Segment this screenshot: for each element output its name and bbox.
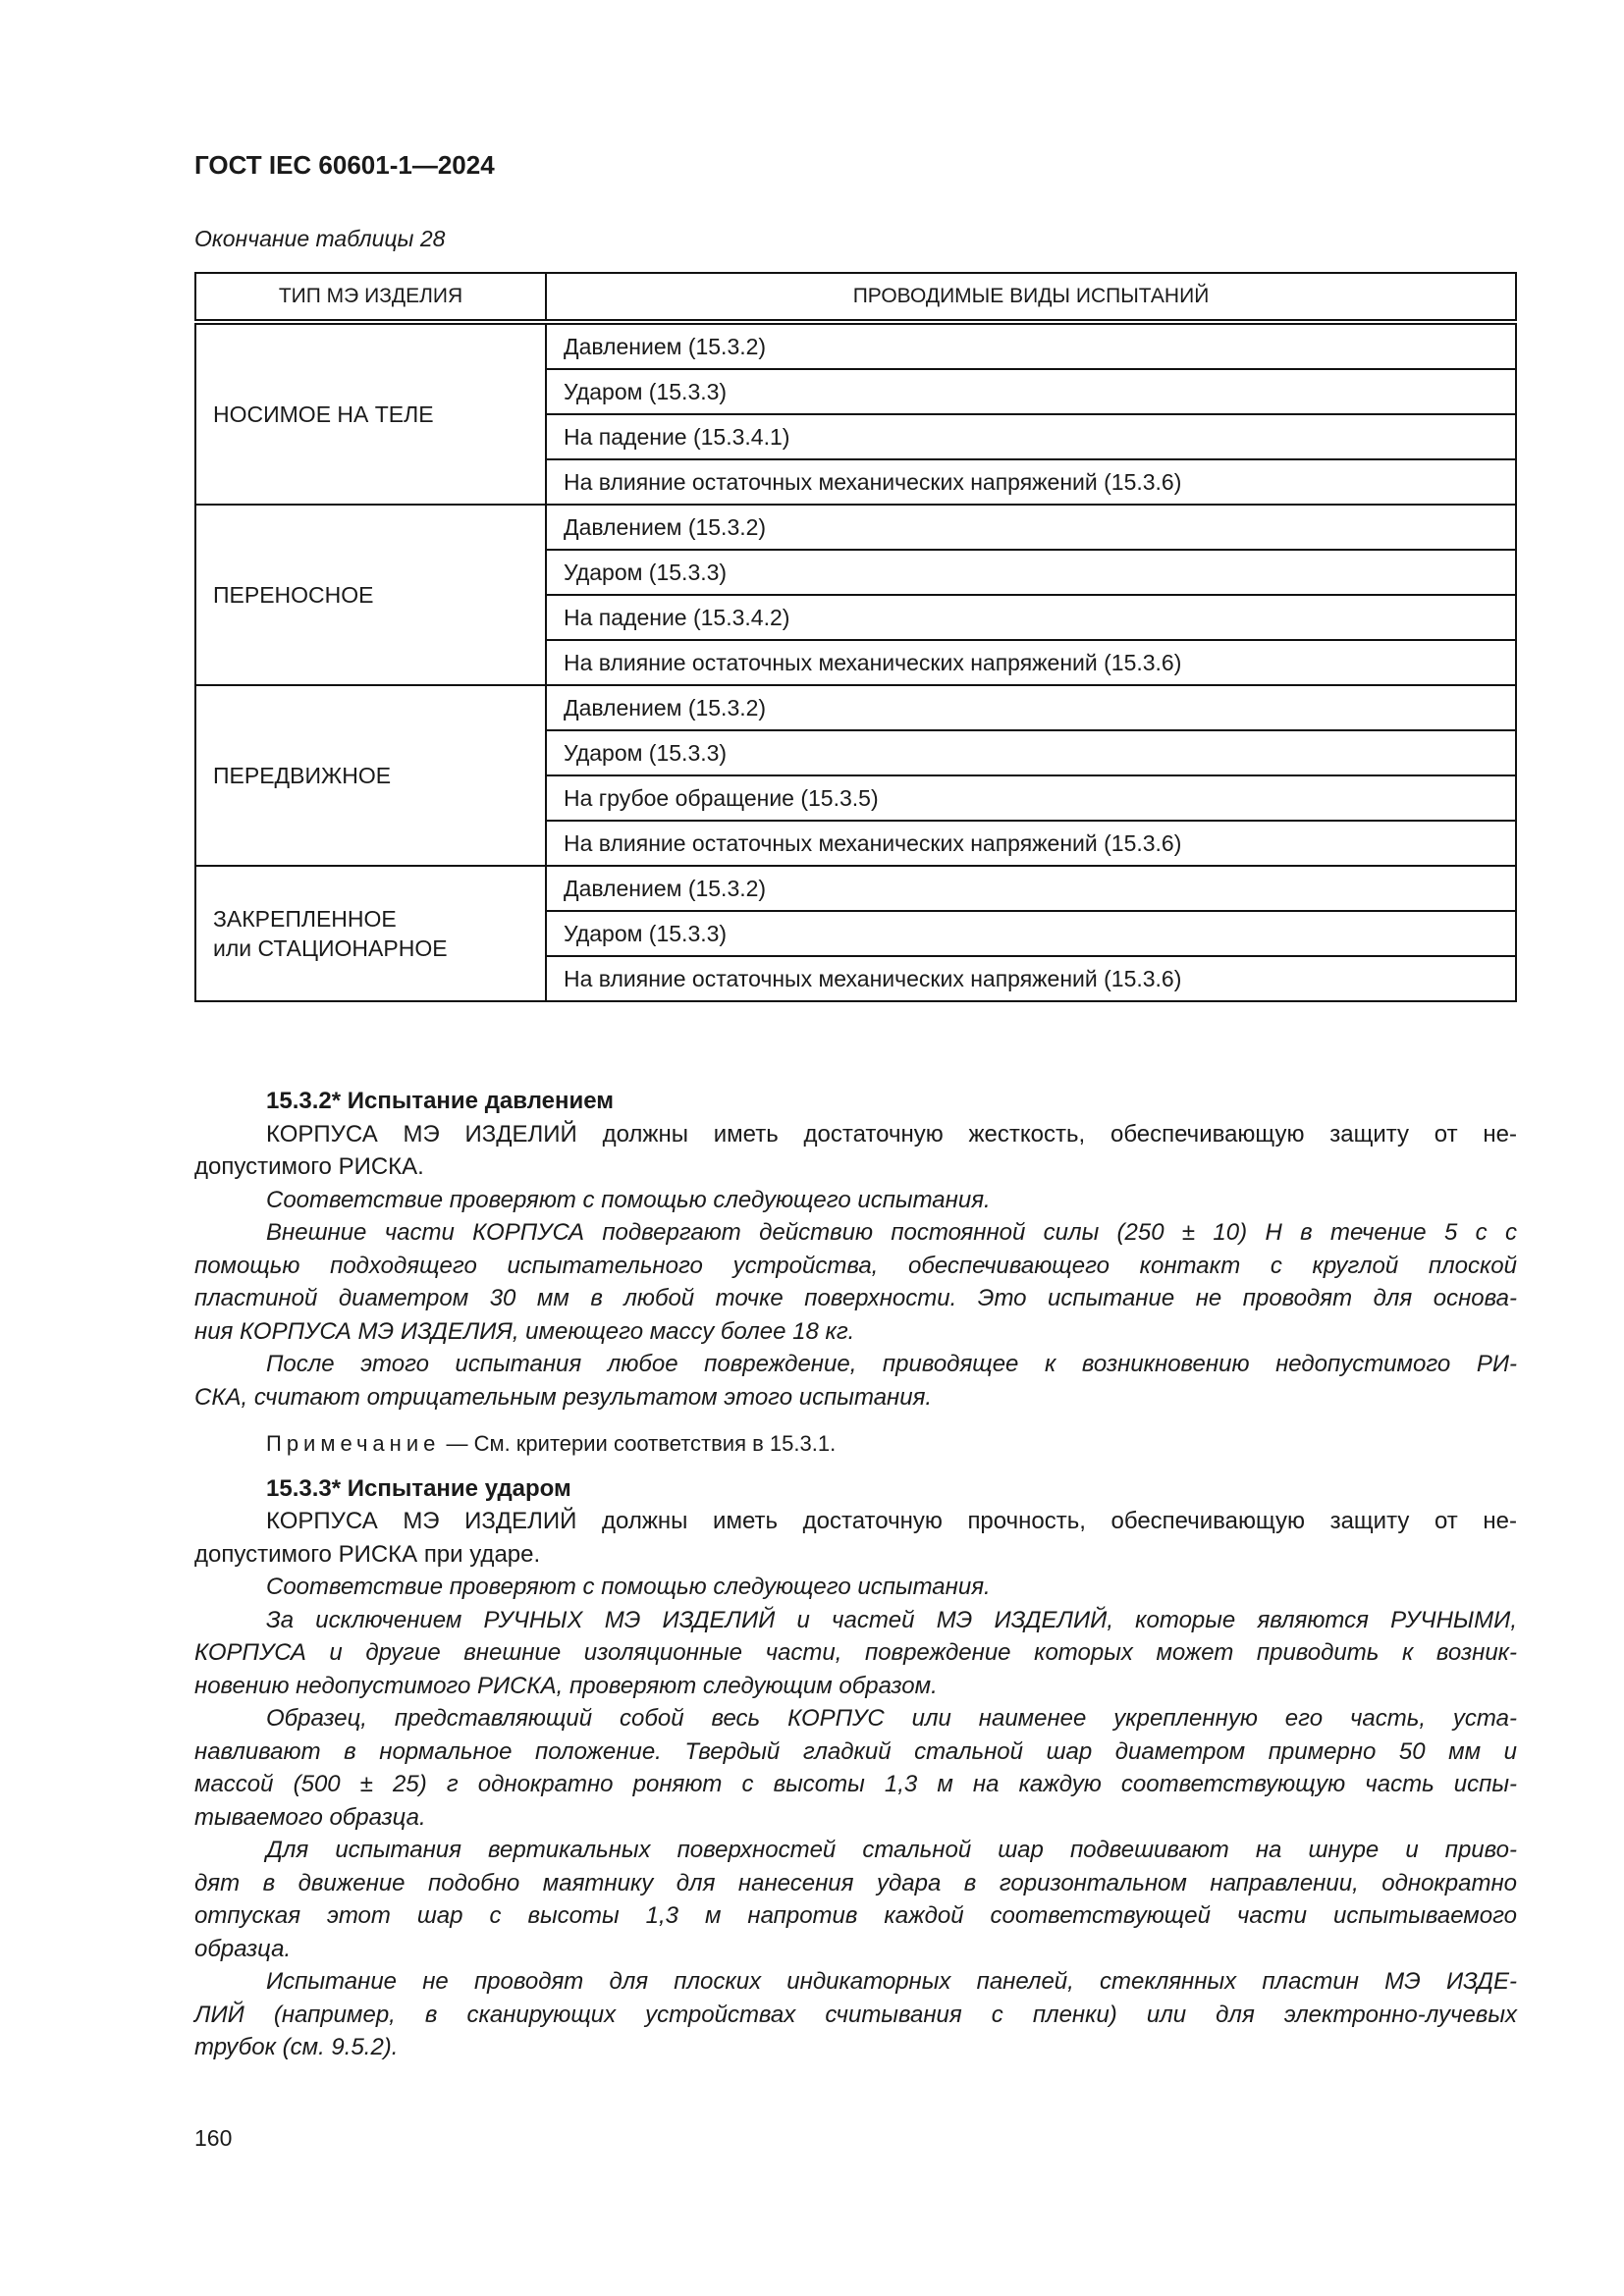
test-cell: На влияние остаточных механических напряжений (15.3.6) [546,956,1516,1001]
text-line: образца. [194,1935,292,1962]
test-cell: Ударом (15.3.3) [546,369,1516,414]
text-line: Образец, представляющий собой весь КОРПУС или наименее укрепленную его часть, уста- [266,1705,1517,1732]
table-row [195,322,1516,369]
paragraph [194,1118,1517,1184]
note [194,1427,1517,1461]
section-heading: 15.3.3* Испытание ударом [266,1474,571,1502]
text-line: КОРПУСА и другие внешние изоляционные части, повреждение которых может приводить к возник- [194,1639,1517,1666]
text-line: помощью подходящего испытательного устройства, обеспечивающего контакт с круглой плоской [194,1252,1517,1279]
device-type-cell: НОСИМОЕ НА ТЕЛЕ [195,322,546,505]
text-line: КОРПУСА МЭ ИЗДЕЛИЙ должны иметь достаточную жесткость, обеспечивающую защиту от не- [266,1120,1517,1148]
test-cell: Давлением (15.3.2) [546,866,1516,911]
section-heading: 15.3.2* Испытание давлением [266,1088,615,1114]
test-cell: Давлением (15.3.2) [546,505,1516,550]
text-line: Соответствие проверяют с помощью следующего испытания. [266,1186,991,1213]
test-cell: Ударом (15.3.3) [546,550,1516,595]
table-header-row [195,273,1516,322]
section [194,1085,1517,1461]
test-cell: На влияние остаточных механических напряжений (15.3.6) [546,640,1516,685]
table-row [195,866,1516,911]
table-caption: Окончание таблицы 28 [194,226,446,251]
text-line: СКА, считают отрицательным результатом этого испытания. [194,1383,933,1411]
test-cell: На влияние остаточных механических напряжений (15.3.6) [546,459,1516,505]
paragraph [194,1965,1517,2064]
paragraph [194,1505,1517,1571]
text-line: ЛИЙ (например, в сканирующих устройствах считывания с пленки) или для электронно-лучевых [194,2001,1517,2028]
device-type-cell: ПЕРЕДВИЖНОЕ [195,685,546,866]
test-cell: Ударом (15.3.3) [546,730,1516,775]
text-line: дят в движение подобно маятнику для нанесения удара в горизонтальном направлении, однократно [194,1869,1517,1896]
paragraph [194,1702,1517,1834]
text-line: Соответствие проверяют с помощью следующего испытания. [266,1574,991,1600]
text-line: отпуская этот шар с высоты 1,3 м напротив каждой соответствующей части испытываемого [194,1902,1517,1929]
column-header-type: ТИП МЭ ИЗДЕЛИЯ [195,273,546,322]
paragraph [194,1216,1517,1348]
table-row [195,505,1516,550]
text-line: допустимого РИСКА при ударе. [194,1540,541,1568]
note-text: — См. критерии соответствия в 15.3.1. [440,1431,837,1456]
text-line: новению недопустимого РИСКА, проверяют следующим образом. [194,1672,938,1699]
text-line: ния КОРПУСА МЭ ИЗДЕЛИЯ, имеющего массу более 18 кг. [194,1317,855,1345]
paragraph [194,1571,1517,1604]
test-cell: На влияние остаточных механических напряжений (15.3.6) [546,821,1516,866]
text-line: После этого испытания любое повреждение, приводящее к возникновению недопустимого РИ- [266,1351,1517,1377]
paragraph [194,1348,1517,1414]
table-row [195,685,1516,730]
paragraph [194,1834,1517,1965]
column-header-tests: ПРОВОДИМЫЕ ВИДЫ ИСПЫТАНИЙ [546,273,1516,322]
paragraph [194,1184,1517,1217]
document-body [194,1085,1517,2064]
text-line: КОРПУСА МЭ ИЗДЕЛИЙ должны иметь достаточную прочность, обеспечивающую защиту от не- [266,1508,1517,1534]
test-types-table [194,272,1517,1002]
text-line: допустимого РИСКА. [194,1153,424,1180]
text-line: За исключением РУЧНЫХ МЭ ИЗДЕЛИЙ и частей МЭ ИЗДЕЛИЙ, которые являются РУЧНЫМИ, [266,1606,1517,1633]
test-cell: На падение (15.3.4.2) [546,595,1516,640]
text-line: Испытание не проводят для плоских индикаторных панелей, стеклянных пластин МЭ ИЗДЕ- [266,1968,1517,1995]
text-line: Для испытания вертикальных поверхностей стальной шар подвешивают на шнуре и приво- [266,1837,1517,1863]
text-line: трубок (см. 9.5.2). [194,2034,399,2060]
device-type-cell: ПЕРЕНОСНОЕ [195,505,546,685]
section [194,1472,1517,2064]
device-type-cell: ЗАКРЕПЛЕННОЕ или СТАЦИОНАРНОЕ [195,866,546,1001]
text-line: навливают в нормальное положение. Твердый гладкий стальной шар диаметром примерно 50 мм и [194,1737,1517,1765]
note-label: Примечание [266,1431,441,1456]
text-line: пластиной диаметром 30 мм в любой точке поверхности. Это испытание не проводят для основа- [194,1285,1517,1311]
test-cell: Ударом (15.3.3) [546,911,1516,956]
test-cell: Давлением (15.3.2) [546,685,1516,730]
page-number: 160 [194,2125,233,2151]
text-line: Внешние части КОРПУСА подвергают действию постоянной силы (250 ± 10) Н в течение 5 с с [266,1219,1517,1246]
paragraph [194,1604,1517,1703]
test-cell: Давлением (15.3.2) [546,322,1516,369]
test-cell: На грубое обращение (15.3.5) [546,775,1516,821]
text-line: тываемого образца. [194,1803,426,1831]
test-cell: На падение (15.3.4.1) [546,414,1516,459]
text-line: массой (500 ± 25) г однократно роняют с высоты 1,3 м на каждую соответствующую часть испы- [194,1771,1517,1797]
document-header-id: ГОСТ IEC 60601-1—2024 [194,150,495,180]
